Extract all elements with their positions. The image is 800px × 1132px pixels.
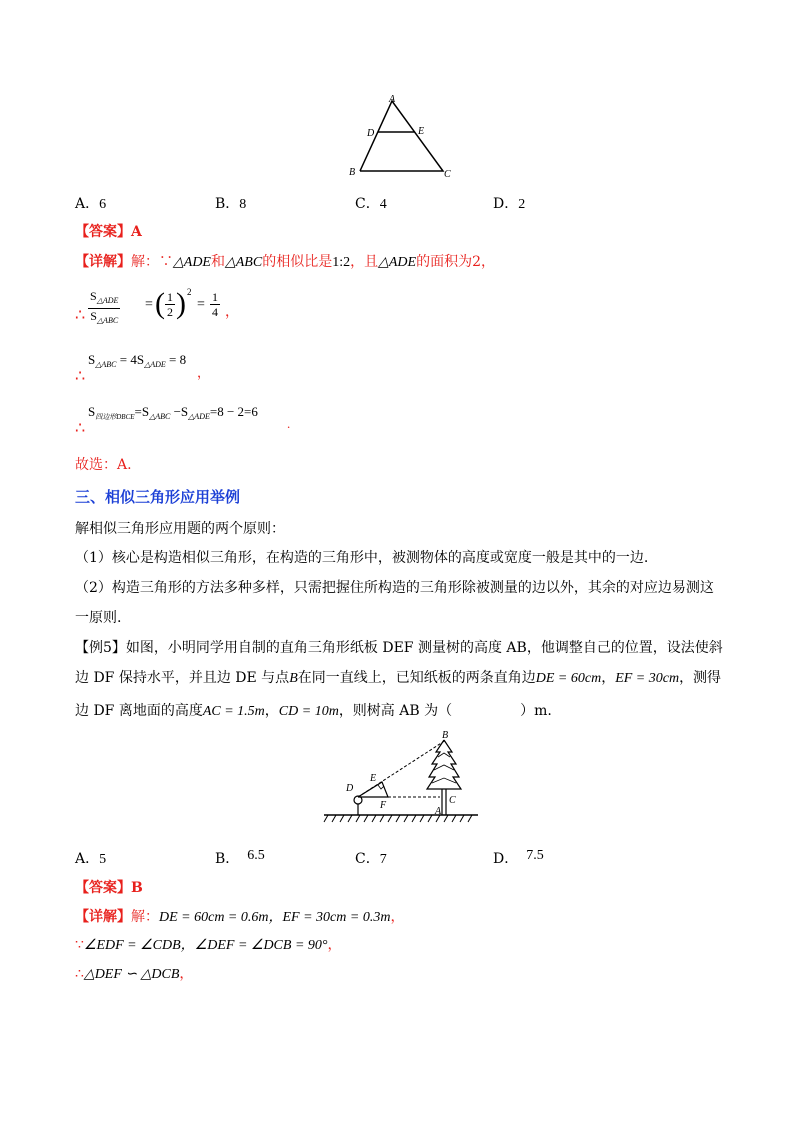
option-b [215,848,265,868]
comma: ， [327,937,342,953]
frac-sub: △ADE [96,296,119,305]
expr-part: =8 − 2=6 [209,404,258,419]
expr-part: = 4S [116,352,145,367]
therefore-symbol: ∴ [75,420,86,437]
math-cd: CD = 10m [278,704,339,719]
detail-line-2 [75,935,342,956]
fraction-quarter [210,290,220,319]
answer-line [75,222,142,242]
label-A: A [435,806,442,817]
fraction-area-ratio [88,289,120,328]
subscript: △ADE [144,360,166,369]
subscript: △ABC [149,412,171,421]
option-d [493,193,525,213]
therefore-symbol: ∴ [75,305,86,324]
option-letter: C． [355,196,380,212]
math-b: B [289,671,298,686]
math-ratio: 1:2 [332,255,351,270]
label-B: B [349,167,356,178]
label-B: B [442,730,449,741]
area-abc-expression [88,352,186,369]
s-symbol: S [88,352,96,367]
period: . [287,416,291,431]
subscript: △ADE [188,412,210,421]
frac-s: S [90,289,97,303]
subscript: 四边形DBCE [95,413,135,421]
answer-value: B [131,880,143,896]
option-a [75,848,106,868]
option-c [355,848,387,868]
detail-tag: 【详解】 [75,254,131,270]
expr-part: =S [134,404,150,419]
subscript: △ABC [95,360,117,369]
expr-part: −S [170,404,189,419]
detail-intro: 解： [131,909,159,925]
detail-line-3 [75,964,193,985]
rule-2-line-1: （2）构造三角形的方法多种多样，只需把握住所构造的三角形除被测量的边以外，其余的对应边易测这 [75,580,714,596]
math-ef: EF = 30cm [615,671,680,686]
paren-open: ( [155,287,165,320]
answer-tag: 【答案】 [75,880,131,896]
answer-value: A [131,224,142,240]
example-5-line-2 [75,668,721,689]
text: ，测得 [679,670,722,686]
label-A: A [389,94,396,105]
text: 边 DF 保持水平，并且边 DE 与点 [75,670,290,686]
math-ac: AC = 1.5m [202,704,265,719]
math-similar: △DEF ∽ △DCB [83,967,180,982]
math-conversion: DE = 60cm = 0.6m，EF = 30cm = 0.3m [159,910,391,925]
expr-part: = 8 [165,352,187,367]
option-value: 7 [379,852,387,867]
option-letter: D． [493,851,519,867]
exponent: 2 [187,287,192,297]
detail-line-1 [75,252,495,273]
label-D: D [367,128,375,139]
text: 边 DF 离地面的高度 [75,703,203,719]
math-tri-ade: △ADE [378,255,417,270]
frac-sub: △ABC [96,316,119,325]
text: ）m. [520,703,552,719]
rule-2-line-2: 一原则. [75,610,122,626]
label-E: E [418,126,425,137]
frac-den: 2 [167,305,173,319]
text: ， [601,670,616,686]
tree-measurement-figure [322,727,480,829]
example-5-line-1: 【例5】如图，小明同学用自制的直角三角形纸板 DEF 测量树的高度 AB，他调整自己的位置，设法使斜 [75,640,723,656]
option-value: 2 [518,197,526,212]
option-letter: A． [75,196,100,212]
because-symbol: ∵ [75,937,84,953]
label-E: E [370,773,377,784]
example-5-line-3 [75,701,552,722]
option-value: 6 [99,197,107,212]
option-letter: B． [215,196,240,212]
label-D: D [346,783,354,794]
detail-tag: 【详解】 [75,909,131,925]
detail-text: 的面积为2， [416,254,495,270]
s-symbol: S [88,404,96,419]
therefore-symbol: ∴ [75,368,86,385]
option-value: 8 [239,197,247,212]
therefore-symbol: ∴ [75,966,84,982]
option-d [493,848,544,868]
paren-close: ) [176,287,186,320]
equals-sign: = [145,297,153,312]
frac-den: 4 [212,305,218,319]
choose-line: 故选：A. [75,457,132,473]
answer-tag: 【答案】 [75,224,131,240]
option-value: 6.5 [247,848,265,863]
detail-text: 的相似比是 [262,254,333,270]
comma: ， [197,365,211,380]
option-letter: B． [215,851,240,867]
option-letter: D． [493,196,519,212]
area-quad-expression [88,404,258,422]
option-value: 5 [99,852,107,867]
fraction-half [165,290,175,319]
equals-sign: = [197,297,205,312]
label-C: C [444,169,451,180]
option-letter: C． [355,851,380,867]
math-angles: ∠EDF = ∠CDB，∠DEF = ∠DCB = 90° [83,938,328,953]
triangle-figure [340,92,460,182]
option-c [355,193,387,213]
answer-line [75,878,143,898]
frac-num: 1 [212,290,218,304]
frac-s: S [90,309,97,323]
option-letter: A． [75,851,100,867]
comma: ， [225,304,239,320]
comma: ， [390,909,405,925]
section-heading: 三、相似三角形应用举例 [75,488,241,506]
text: ，则树高 AB 为（ [338,703,453,719]
label-F: F [380,800,387,811]
comma: ， [179,966,194,982]
label-C: C [449,795,456,806]
rule-1: （1）核心是构造相似三角形，在构造的三角形中，被测物体的高度或宽度一般是其中的一边. [75,550,649,566]
detail-text: ，且 [350,254,379,270]
option-value: 7.5 [526,848,544,863]
math-tri-abc: △ABC [224,255,263,270]
option-value: 4 [379,197,387,212]
option-a [75,193,106,213]
detail-line-1 [75,907,404,928]
option-b [215,193,246,213]
math-de: DE = 60cm [535,671,602,686]
section-intro: 解相似三角形应用题的两个原则： [75,521,285,537]
text: 在同一直线上，已知纸板的两条直角边 [297,670,536,686]
math-tri-ade: △ADE [173,255,211,270]
text: ， [264,703,279,719]
frac-num: 1 [167,290,173,304]
detail-text: 和 [210,254,225,270]
detail-intro: 解：∵ [131,254,173,270]
